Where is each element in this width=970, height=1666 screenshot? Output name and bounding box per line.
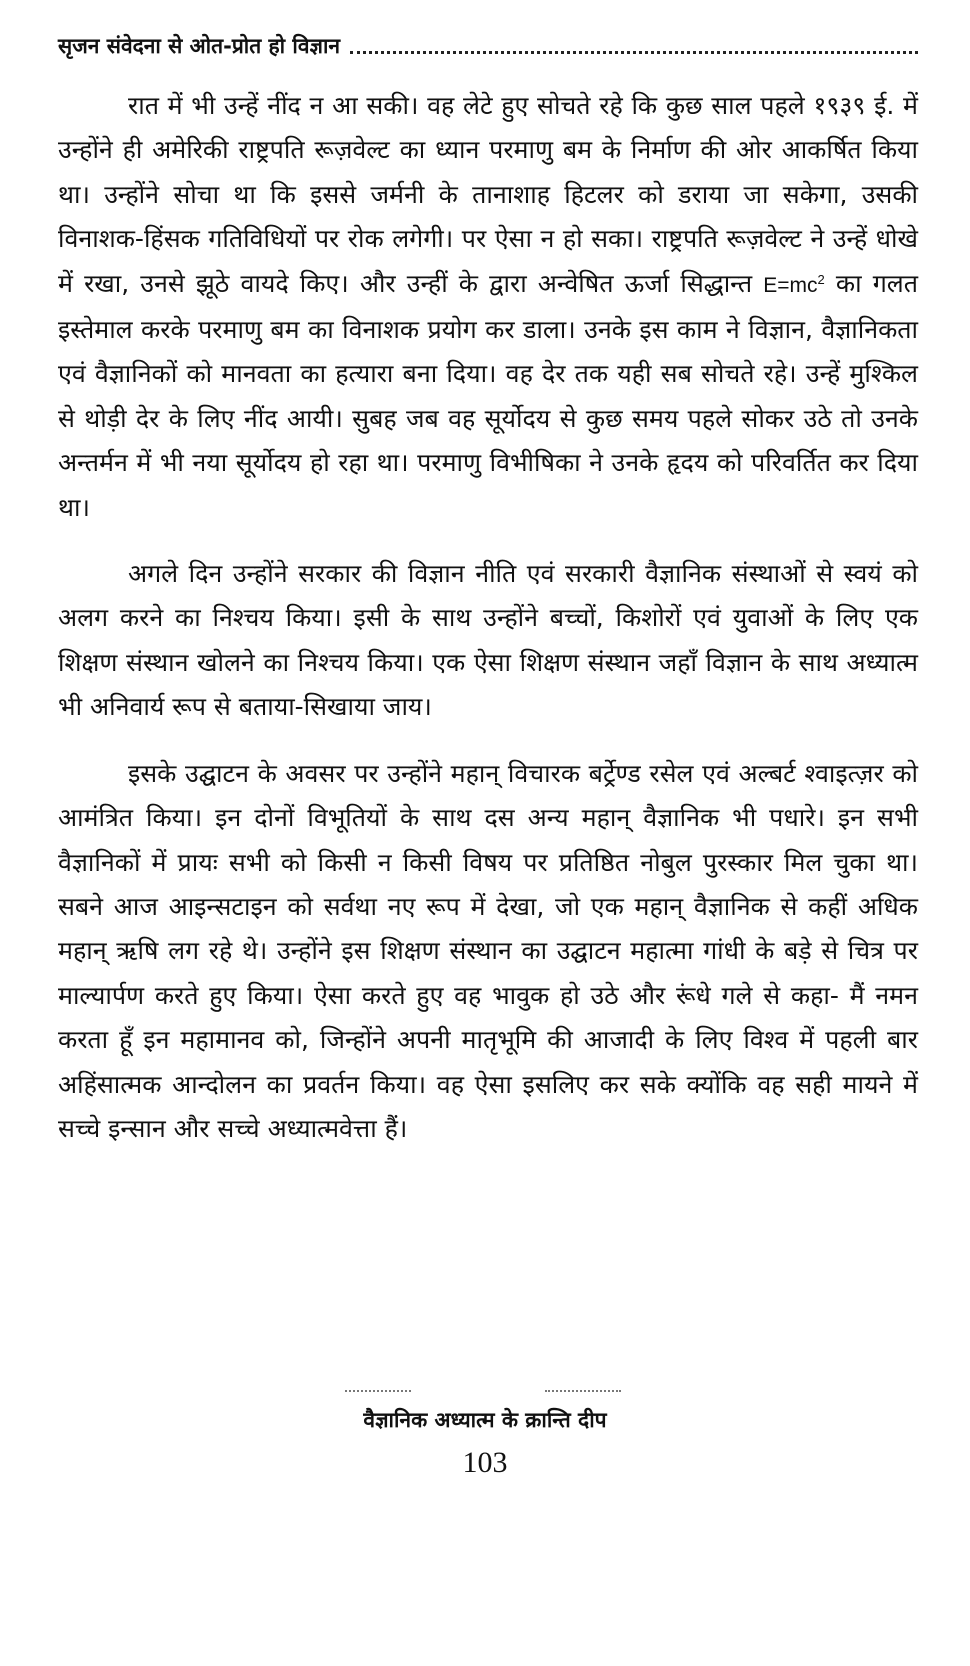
paragraph-1-text-before: रात में भी उन्हें नींद न आ सकी। वह लेटे हुए सोचते रहे कि कुछ साल पहले १९३९ ई. में उन्होंने ही अमेरिकी राष्ट्रपति रूज़वेल्ट का ध्यान परमाणु बम के निर्माण की ओर आकर्षित किया था। उन्होंने सोचा था कि इससे जर्मनी के तानाशाह हिटलर को डराया जा सकेगा, उसकी विनाशक-हिंसक गतिविधियों पर रोक लगेगी। पर ऐसा न हो सका। राष्ट्रपति रूज़वेल्ट ने उन्हें धोखे में रखा, उनसे झूठे वायदे किए। और उन्हीं के द्वारा अन्वेषित ऊर्जा सिद्धान्त: [58, 91, 918, 298]
formula-emc2: [763, 271, 825, 297]
paragraph-2: अगले दिन उन्होंने सरकार की विज्ञान नीति एवं सरकारी वैज्ञानिक संस्थाओं से स्वयं को अलग करने का निश्चय किया। इसी के साथ उन्होंने बच्चों, किशोरों एवं युवाओं के लिए एक शिक्षण संस्थान खोलने का निश्चय किया। एक ऐसा शिक्षण संस्थान जहाँ विज्ञान के साथ अध्यात्म भी अनिवार्य रूप से बताया-सिखाया जाय।: [58, 559, 918, 722]
dotted-leader: [350, 51, 918, 54]
footer-book-title: वैज्ञानिक अध्यात्म के क्रान्ति दीप: [363, 1408, 607, 1432]
paragraph-1: [58, 84, 918, 530]
footer-ornament-left: [345, 1390, 411, 1392]
formula-base: E=mc: [763, 273, 818, 297]
body-text: [58, 84, 918, 1173]
paragraph-1-text-after: का गलत इस्तेमाल करके परमाणु बम का विनाशक प्रयोग कर डाला। उनके इस काम ने विज्ञान, वैज्ञानिकता एवं वैज्ञानिकों को मानवता का हत्यारा बना दिया। वह देर तक यही सब सोचते रहे। उन्हें मुश्किल से थोड़ी देर के लिए नींद आयी। सुबह जब वह सूर्योदय से कुछ समय पहले सोकर उठे तो उनके अन्तर्मन में भी नया सूर्योदय हो रहा था। परमाणु विभीषिका ने उनके हृदय को परिवर्तित कर दिया था।: [58, 268, 918, 522]
running-head-title: सृजन संवेदना से ओत-प्रोत हो विज्ञान: [58, 34, 341, 58]
formula-exponent: 2: [817, 271, 825, 287]
running-header: [58, 32, 918, 60]
paragraph-3: इसके उद्घाटन के अवसर पर उन्होंने महान् विचारक बर्ट्रेण्ड रसेल एवं अल्बर्ट श्वाइत्ज़र को आमंत्रित किया। इन दोनों विभूतियों के साथ दस अन्य महान् वैज्ञानिक भी पधारे। इन सभी वैज्ञानिकों में प्रायः सभी को किसी न किसी विषय पर प्रतिष्ठित नोबुल पुरस्कार मिल चुका था। सबने आज आइन्सटाइन को सर्वथा नए रूप में देखा, जो एक महान् वैज्ञानिक से कहीं अधिक महान् ऋषि लग रहे थे। उन्होंने इस शिक्षण संस्थान का उद्घाटन महात्मा गांधी के बड़े से चित्र पर माल्यार्पण करते हुए किया। ऐसा करते हुए वह भावुक हो उठे और रूंधे गले से कहा- मैं नमन करता हूँ इन महामानव को, जिन्होंने अपनी मातृभूमि की आजादी के लिए विश्व में पहली बार अहिंसात्मक आन्दोलन का प्रवर्तन किया। वह ऐसा इसलिए कर सके क्योंकि वह सही मायने में सच्चे इन्सान और सच्चे अध्यात्मवेत्ता हैं।: [58, 758, 918, 1143]
footer-ornament-right: [545, 1390, 621, 1392]
page-number: 103: [462, 1446, 508, 1479]
